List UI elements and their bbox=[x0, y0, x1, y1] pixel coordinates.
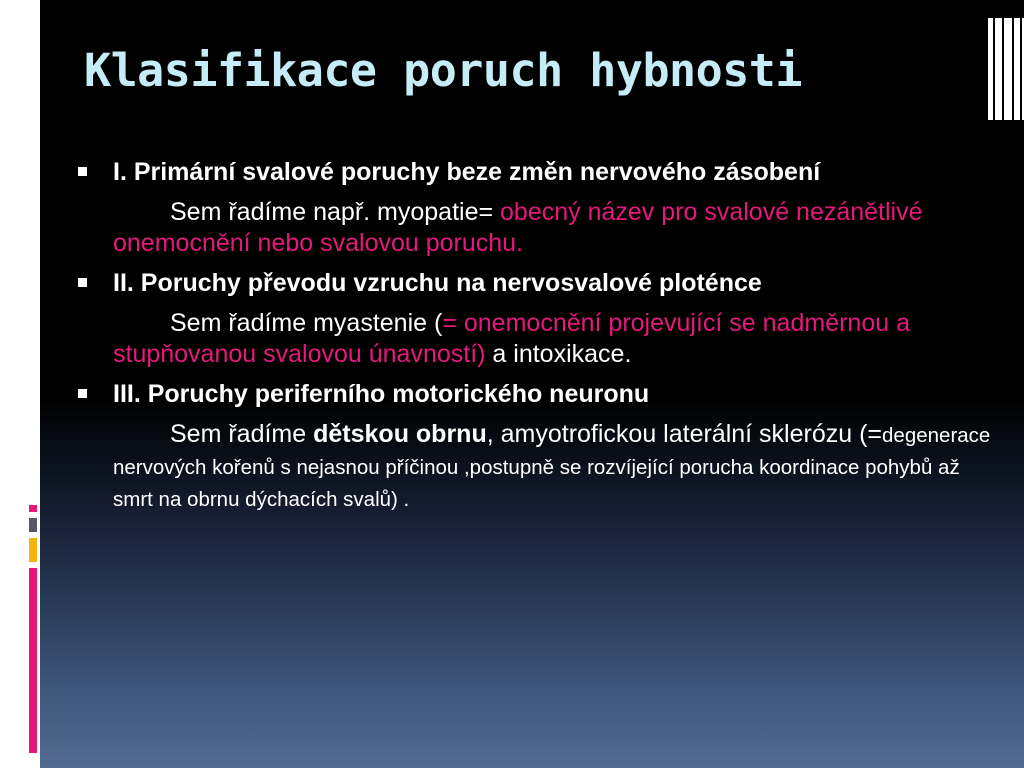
item-description bbox=[113, 308, 993, 370]
decorative-bar-pink-small bbox=[29, 505, 37, 512]
description-text: Sem řadíme např. myopatie= bbox=[170, 198, 501, 226]
decorative-bar-gray bbox=[29, 518, 37, 532]
item-heading: I. Primární svalové poruchy beze změn nervového zásobení bbox=[113, 158, 821, 186]
description-highlight: obecný název pro svalové nezánětlivé onemocnění nebo svalovou poruchu. bbox=[113, 198, 923, 257]
item-description bbox=[113, 197, 993, 259]
list-item bbox=[113, 268, 993, 370]
slide-title: Klasifikace poruch hybnosti bbox=[84, 44, 802, 97]
square-bullet-icon bbox=[78, 167, 87, 176]
item-description bbox=[113, 419, 993, 515]
list-item bbox=[113, 379, 993, 515]
square-bullet-icon bbox=[78, 278, 87, 287]
description-highlight: = onemocnění projevující se nadměrnou a stupňovanou svalovou únavností) bbox=[113, 309, 910, 368]
description-text: Sem řadíme myastenie ( bbox=[170, 309, 443, 337]
item-heading: II. Poruchy převodu vzruchu na nervosvalové ploténce bbox=[113, 269, 762, 297]
slide-body bbox=[113, 157, 993, 524]
description-text: Sem řadíme bbox=[170, 420, 314, 448]
decorative-bar-pink-long bbox=[29, 568, 37, 753]
item-heading: III. Poruchy periferního motorického neuronu bbox=[113, 380, 650, 408]
description-small: degenerace nervových kořenů s nejasnou příčinou ,postupně se rozvíjející porucha koordinace pohybů až smrt na obrnu dýchacích svalů) . bbox=[113, 424, 991, 511]
stacked-pages-icon bbox=[988, 18, 1024, 120]
list-item bbox=[113, 157, 993, 259]
decorative-bar-yellow bbox=[29, 538, 37, 562]
square-bullet-icon bbox=[78, 389, 87, 398]
description-tail: a intoxikace. bbox=[485, 340, 632, 368]
description-bold: dětskou obrnu bbox=[313, 420, 487, 448]
description-mid: , amyotrofickou laterální sklerózu (= bbox=[486, 420, 883, 448]
